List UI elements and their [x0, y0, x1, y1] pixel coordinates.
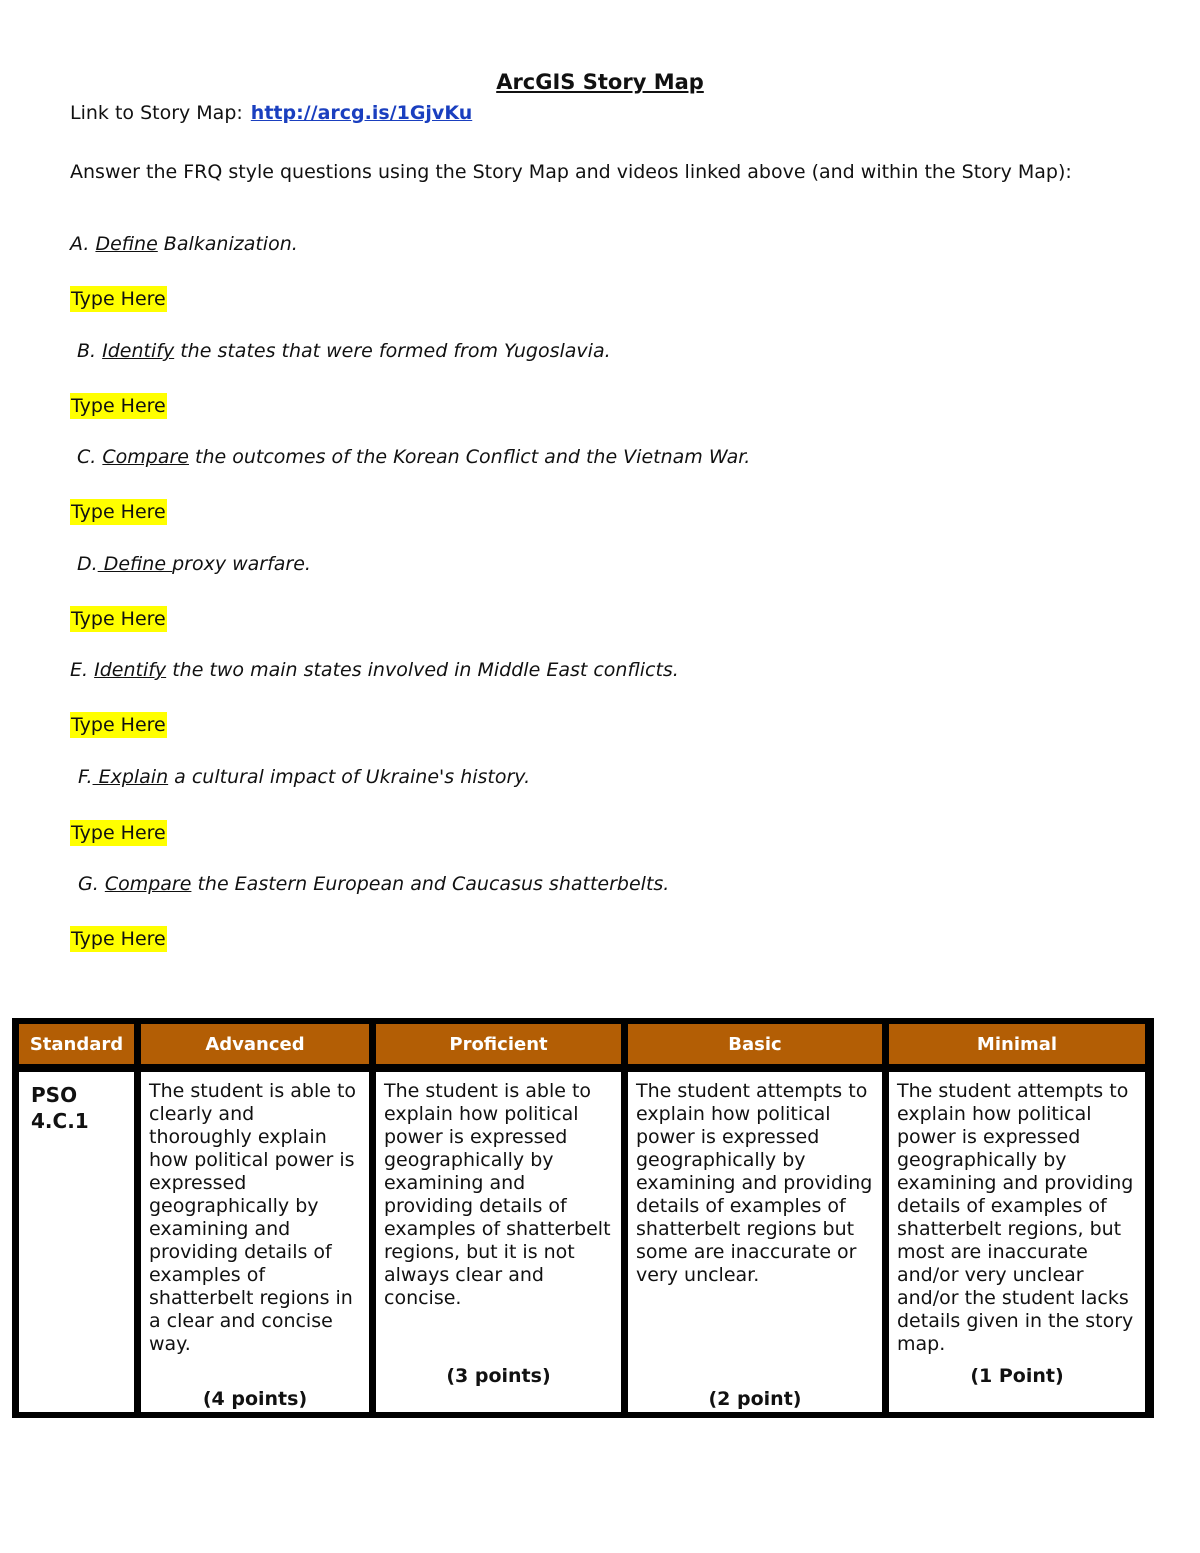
- header-basic: Basic: [628, 1024, 882, 1064]
- link-label: Link to Story Map:: [70, 102, 243, 124]
- header-advanced: Advanced: [141, 1024, 369, 1064]
- basic-description: The student attempts to explain how political power is expressed geographically by examining and providing details of examples of shatterbelt regions but some are inaccurate or very unclear.: [636, 1080, 873, 1286]
- advanced-points: (4 points): [202, 1388, 308, 1410]
- answer-field-d[interactable]: Type Here: [71, 608, 166, 630]
- rubric-table: [12, 1018, 1154, 1418]
- minimal-description: The student attempts to explain how political power is expressed geographically by examining and providing details of examples of shatterbelt regions, but most are inaccurate and/or very unclear and/or the student lacks details given in the story map.: [897, 1080, 1134, 1355]
- question-e: E. Identify the two main states involved in Middle East conflicts.: [70, 659, 679, 681]
- question-d: D. Define proxy warfare.: [77, 553, 311, 575]
- proficient-description: The student is able to explain how political power is expressed geographically by examining and providing details of examples of shatterbelt regions, but it is not always clear and concise.: [384, 1080, 611, 1309]
- answer-field-a[interactable]: Type Here: [71, 288, 166, 310]
- story-map-link[interactable]: http://arcg.is/1GjvKu: [250, 102, 473, 124]
- question-c: C. Compare the outcomes of the Korean Conflict and the Vietnam War.: [77, 446, 751, 468]
- page-title: ArcGIS Story Map: [496, 70, 704, 94]
- question-b: B. Identify the states that were formed from Yugoslavia.: [77, 340, 611, 362]
- answer-field-g[interactable]: Type Here: [71, 928, 166, 950]
- answer-field-b[interactable]: Type Here: [71, 395, 166, 417]
- question-a: A. Define Balkanization.: [70, 233, 298, 255]
- question-f: F. Explain a cultural impact of Ukraine's history.: [78, 766, 531, 788]
- minimal-cell: [889, 1072, 1145, 1412]
- header-standard: Standard: [19, 1024, 134, 1064]
- standard-cell: PSO 4.C.1: [19, 1072, 134, 1412]
- minimal-points: (1 Point): [970, 1365, 1064, 1387]
- answer-field-e[interactable]: Type Here: [71, 714, 166, 736]
- advanced-description: The student is able to clearly and thoroughly explain how political power is expressed geographically by examining and providing details of examples of shatterbelt regions in a clear and concise way.: [149, 1080, 357, 1355]
- advanced-cell: [141, 1072, 369, 1412]
- instructions: Answer the FRQ style questions using the Story Map and videos linked above (and within the Story Map):: [70, 161, 1072, 183]
- proficient-points: (3 points): [446, 1365, 551, 1387]
- answer-field-c[interactable]: Type Here: [71, 501, 166, 523]
- basic-points: (2 point): [708, 1388, 802, 1410]
- header-minimal: Minimal: [889, 1024, 1145, 1064]
- header-proficient: Proficient: [376, 1024, 621, 1064]
- story-map-link-line: [70, 102, 472, 124]
- answer-field-f[interactable]: Type Here: [71, 822, 166, 844]
- basic-cell: [628, 1072, 882, 1412]
- proficient-cell: [376, 1072, 621, 1412]
- question-g: G. Compare the Eastern European and Caucasus shatterbelts.: [78, 873, 670, 895]
